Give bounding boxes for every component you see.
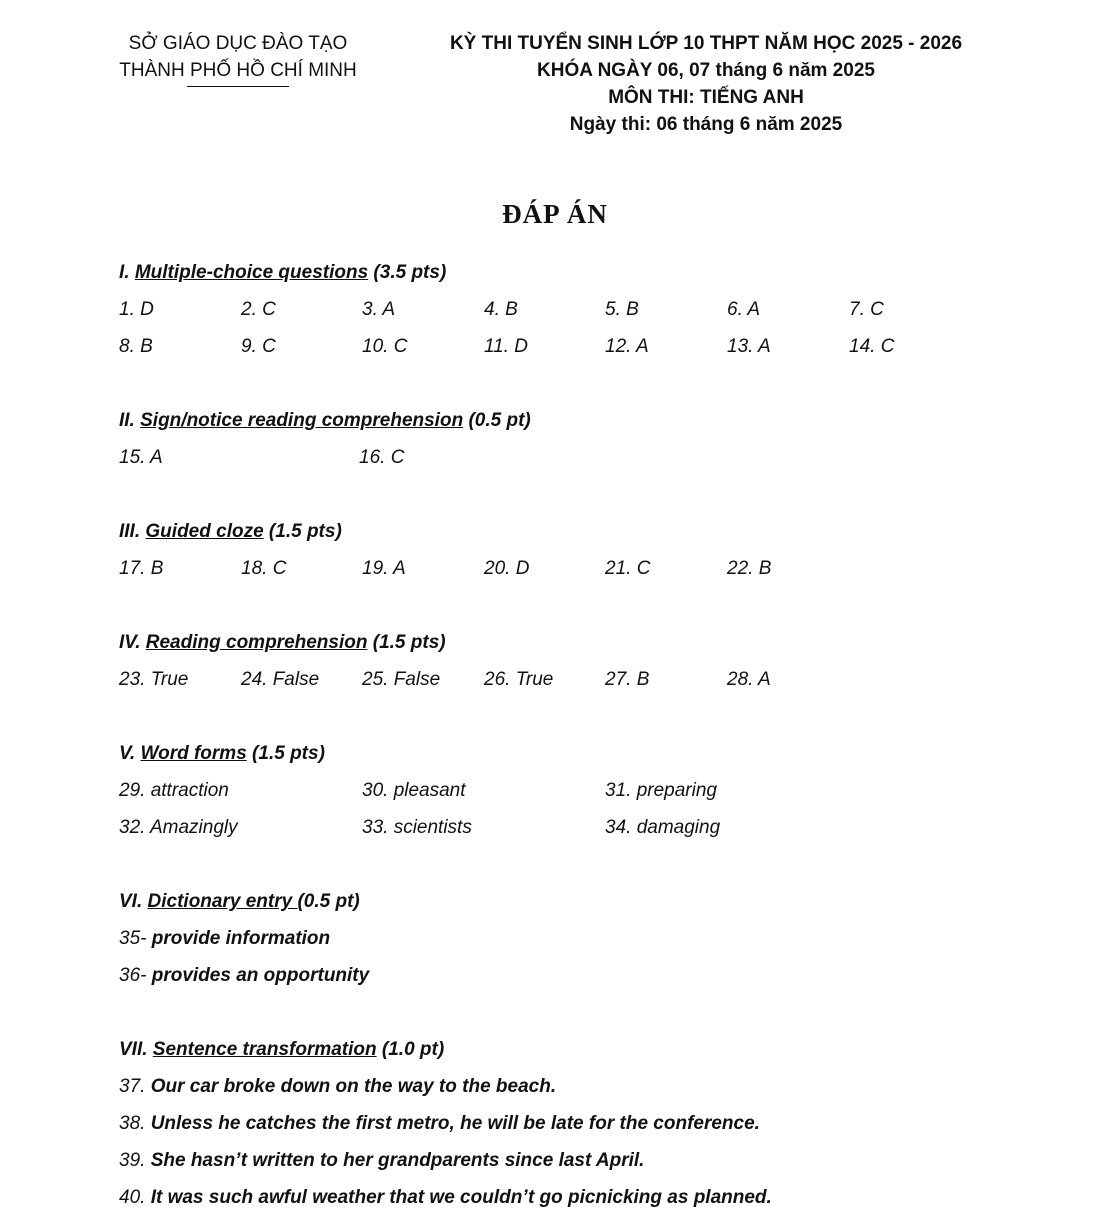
section-number: III. [119, 521, 146, 542]
section-6-heading [119, 891, 360, 913]
answer-item: 20. D [484, 558, 530, 579]
section-points: (1.5 pts) [246, 743, 325, 764]
section-7-heading [119, 1039, 444, 1061]
exam-info-block [406, 30, 1006, 138]
answer-number: 39. [119, 1150, 151, 1171]
page-title: ĐÁP ÁN [502, 199, 608, 229]
section-points: (1.0 pt) [376, 1039, 445, 1060]
section-2-heading [119, 410, 531, 432]
answer-line [119, 1076, 556, 1098]
answer-number: 35- [119, 928, 152, 949]
section-number: VI. [119, 891, 148, 912]
issuer-line-1: SỞ GIÁO DỤC ĐÀO TẠO [128, 33, 348, 54]
answer-text: provide information [151, 928, 331, 949]
section-name: Guided cloze [145, 521, 264, 542]
section-points: (1.5 pts) [367, 632, 446, 653]
answer-text: It was such awful weather that we couldn’t go picnicking as planned. [150, 1187, 772, 1208]
answer-item: 7. C [849, 299, 884, 320]
section-name: Dictionary entry [147, 891, 298, 912]
answer-number: 37. [119, 1076, 151, 1097]
answer-item: 5. B [605, 299, 639, 320]
answer-item: 28. A [727, 669, 771, 690]
answer-item: 19. A [362, 558, 406, 579]
section-name: Multiple-choice questions [134, 262, 369, 283]
answer-item: 12. A [605, 336, 649, 357]
answer-item: 32. Amazingly [119, 817, 238, 838]
section-points: (1.5 pts) [263, 521, 342, 542]
section-name: Word forms [140, 743, 247, 764]
answer-number: 40. [119, 1187, 151, 1208]
section-3-heading [119, 521, 342, 543]
exam-info-line-3: MÔN THI: TIẾNG ANH [608, 87, 804, 108]
section-name: Sentence transformation [152, 1039, 377, 1060]
section-number: VII. [119, 1039, 153, 1060]
section-number: V. [119, 743, 141, 764]
answer-line [119, 1113, 760, 1135]
answer-item: 22. B [727, 558, 772, 579]
answer-item: 10. C [362, 336, 408, 357]
section-points: (0.5 pt) [297, 891, 360, 912]
answer-text: Unless he catches the first metro, he will be late for the conference. [150, 1113, 760, 1134]
answer-line [119, 965, 369, 987]
answer-item: 24. False [241, 669, 320, 690]
answer-item: 31. preparing [605, 780, 717, 801]
answer-number: 36- [119, 965, 152, 986]
answer-item: 34. damaging [605, 817, 721, 838]
answer-item: 14. C [849, 336, 895, 357]
issuer-line-2: THÀNH PHỐ HỒ CHÍ MINH [119, 60, 357, 81]
answer-text: She hasn’t written to her grandparents since last April. [150, 1150, 645, 1171]
answer-item: 27. B [605, 669, 650, 690]
section-name: Sign/notice reading comprehension [140, 410, 464, 431]
answer-item: 9. C [241, 336, 276, 357]
answer-item: 21. C [605, 558, 651, 579]
section-1-heading [119, 262, 446, 284]
answer-item: 26. True [484, 669, 554, 690]
answer-number: 38. [119, 1113, 151, 1134]
section-points: (3.5 pts) [368, 262, 447, 283]
answer-text: Our car broke down on the way to the beach. [150, 1076, 557, 1097]
section-number: IV. [119, 632, 146, 653]
answer-item: 25. False [362, 669, 441, 690]
answer-item: 13. A [727, 336, 771, 357]
issuer-block [100, 30, 376, 87]
exam-info-line-1: KỲ THI TUYỂN SINH LỚP 10 THPT NĂM HỌC 2025 - 2026 [449, 33, 963, 54]
section-5-heading [119, 743, 325, 765]
answer-item: 30. pleasant [362, 780, 466, 801]
answer-line [119, 1150, 644, 1172]
answer-text: provides an opportunity [151, 965, 370, 986]
exam-info-line-4: Ngày thi: 06 tháng 6 năm 2025 [569, 114, 843, 135]
section-4-heading [119, 632, 446, 654]
answer-item: 4. B [484, 299, 518, 320]
section-name: Reading comprehension [145, 632, 368, 653]
answer-item: 8. B [119, 336, 153, 357]
answer-line [119, 1187, 772, 1209]
answer-item: 1. D [119, 299, 154, 320]
answer-item: 18. C [241, 558, 287, 579]
section-number: I. [119, 262, 135, 283]
answer-item: 29. attraction [119, 780, 229, 801]
answer-item: 33. scientists [362, 817, 472, 838]
answer-item: 3. A [362, 299, 396, 320]
issuer-divider [187, 86, 289, 87]
section-number: II. [119, 410, 141, 431]
answer-item: 15. A [119, 447, 163, 468]
answer-line [119, 928, 330, 950]
section-points: (0.5 pt) [463, 410, 531, 431]
answer-item: 23. True [119, 669, 189, 690]
answer-item: 2. C [241, 299, 276, 320]
answer-item: 6. A [727, 299, 761, 320]
answer-item: 16. C [359, 447, 405, 468]
exam-info-line-2: KHÓA NGÀY 06, 07 tháng 6 năm 2025 [537, 60, 875, 81]
answer-item: 17. B [119, 558, 164, 579]
answer-item: 11. D [484, 336, 529, 357]
